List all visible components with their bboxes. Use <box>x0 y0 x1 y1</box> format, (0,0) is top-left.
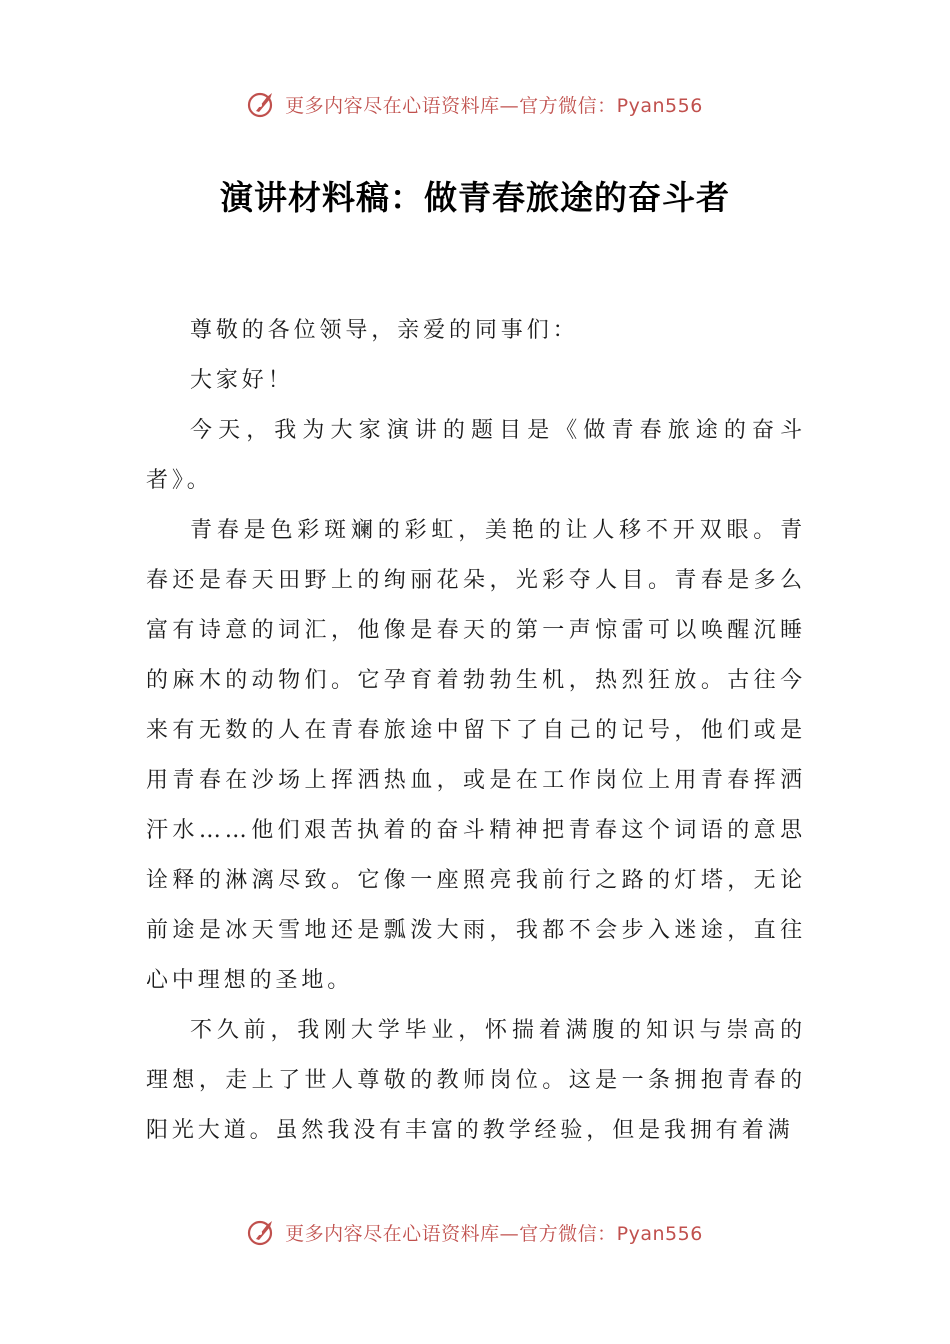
document-body <box>146 306 806 1156</box>
footer-banner-text <box>285 1219 703 1246</box>
salutation: 尊敬的各位领导，亲爱的同事们： <box>190 318 579 343</box>
document-title: 演讲材料稿：做青春旅途的奋斗者 <box>220 178 730 217</box>
pen-nib-logo-icon <box>247 89 277 119</box>
teacher-paragraph: 不久前，我刚大学毕业，怀揣着满腹的知识与崇高的理想，走上了世人尊敬的教师岗位。这是一条拥抱青春的阳光大道。虽然我没有丰富的教学经验，但是我拥有着满 <box>146 1018 806 1143</box>
header-banner-text <box>285 91 703 118</box>
header-wechat-id: Pyan556 <box>616 94 703 117</box>
header-banner-label: 更多内容尽在心语资料库—官方微信： <box>285 94 617 117</box>
pen-nib-logo-icon <box>247 1217 277 1247</box>
footer-wechat-id: Pyan556 <box>616 1222 703 1245</box>
footer-banner <box>0 1212 950 1252</box>
youth-paragraph: 青春是色彩斑斓的彩虹，美艳的让人移不开双眼。青春还是春天田野上的绚丽花朵，光彩夺人目。青春是多么富有诗意的词汇，他像是春天的第一声惊雷可以唤醒沉睡的麻木的动物们。它孕育着勃勃生机，热烈狂放。古往今来有无数的人在青春旅途中留下了自己的记号，他们或是用青春在沙场上挥洒热血，或是在工作岗位上用青春挥洒汗水……他们艰苦执着的奋斗精神把青春这个词语的意思诠释的淋漓尽致。它像一座照亮我前行之路的灯塔，无论前途是冰天雪地还是瓢泼大雨，我都不会步入迷途，直往心中理想的圣地。 <box>146 518 806 993</box>
intro-paragraph: 今天，我为大家演讲的题目是《做青春旅途的奋斗者》。 <box>146 418 806 493</box>
greeting: 大家好！ <box>190 368 294 393</box>
header-banner <box>0 84 950 124</box>
footer-banner-label: 更多内容尽在心语资料库—官方微信： <box>285 1222 617 1245</box>
